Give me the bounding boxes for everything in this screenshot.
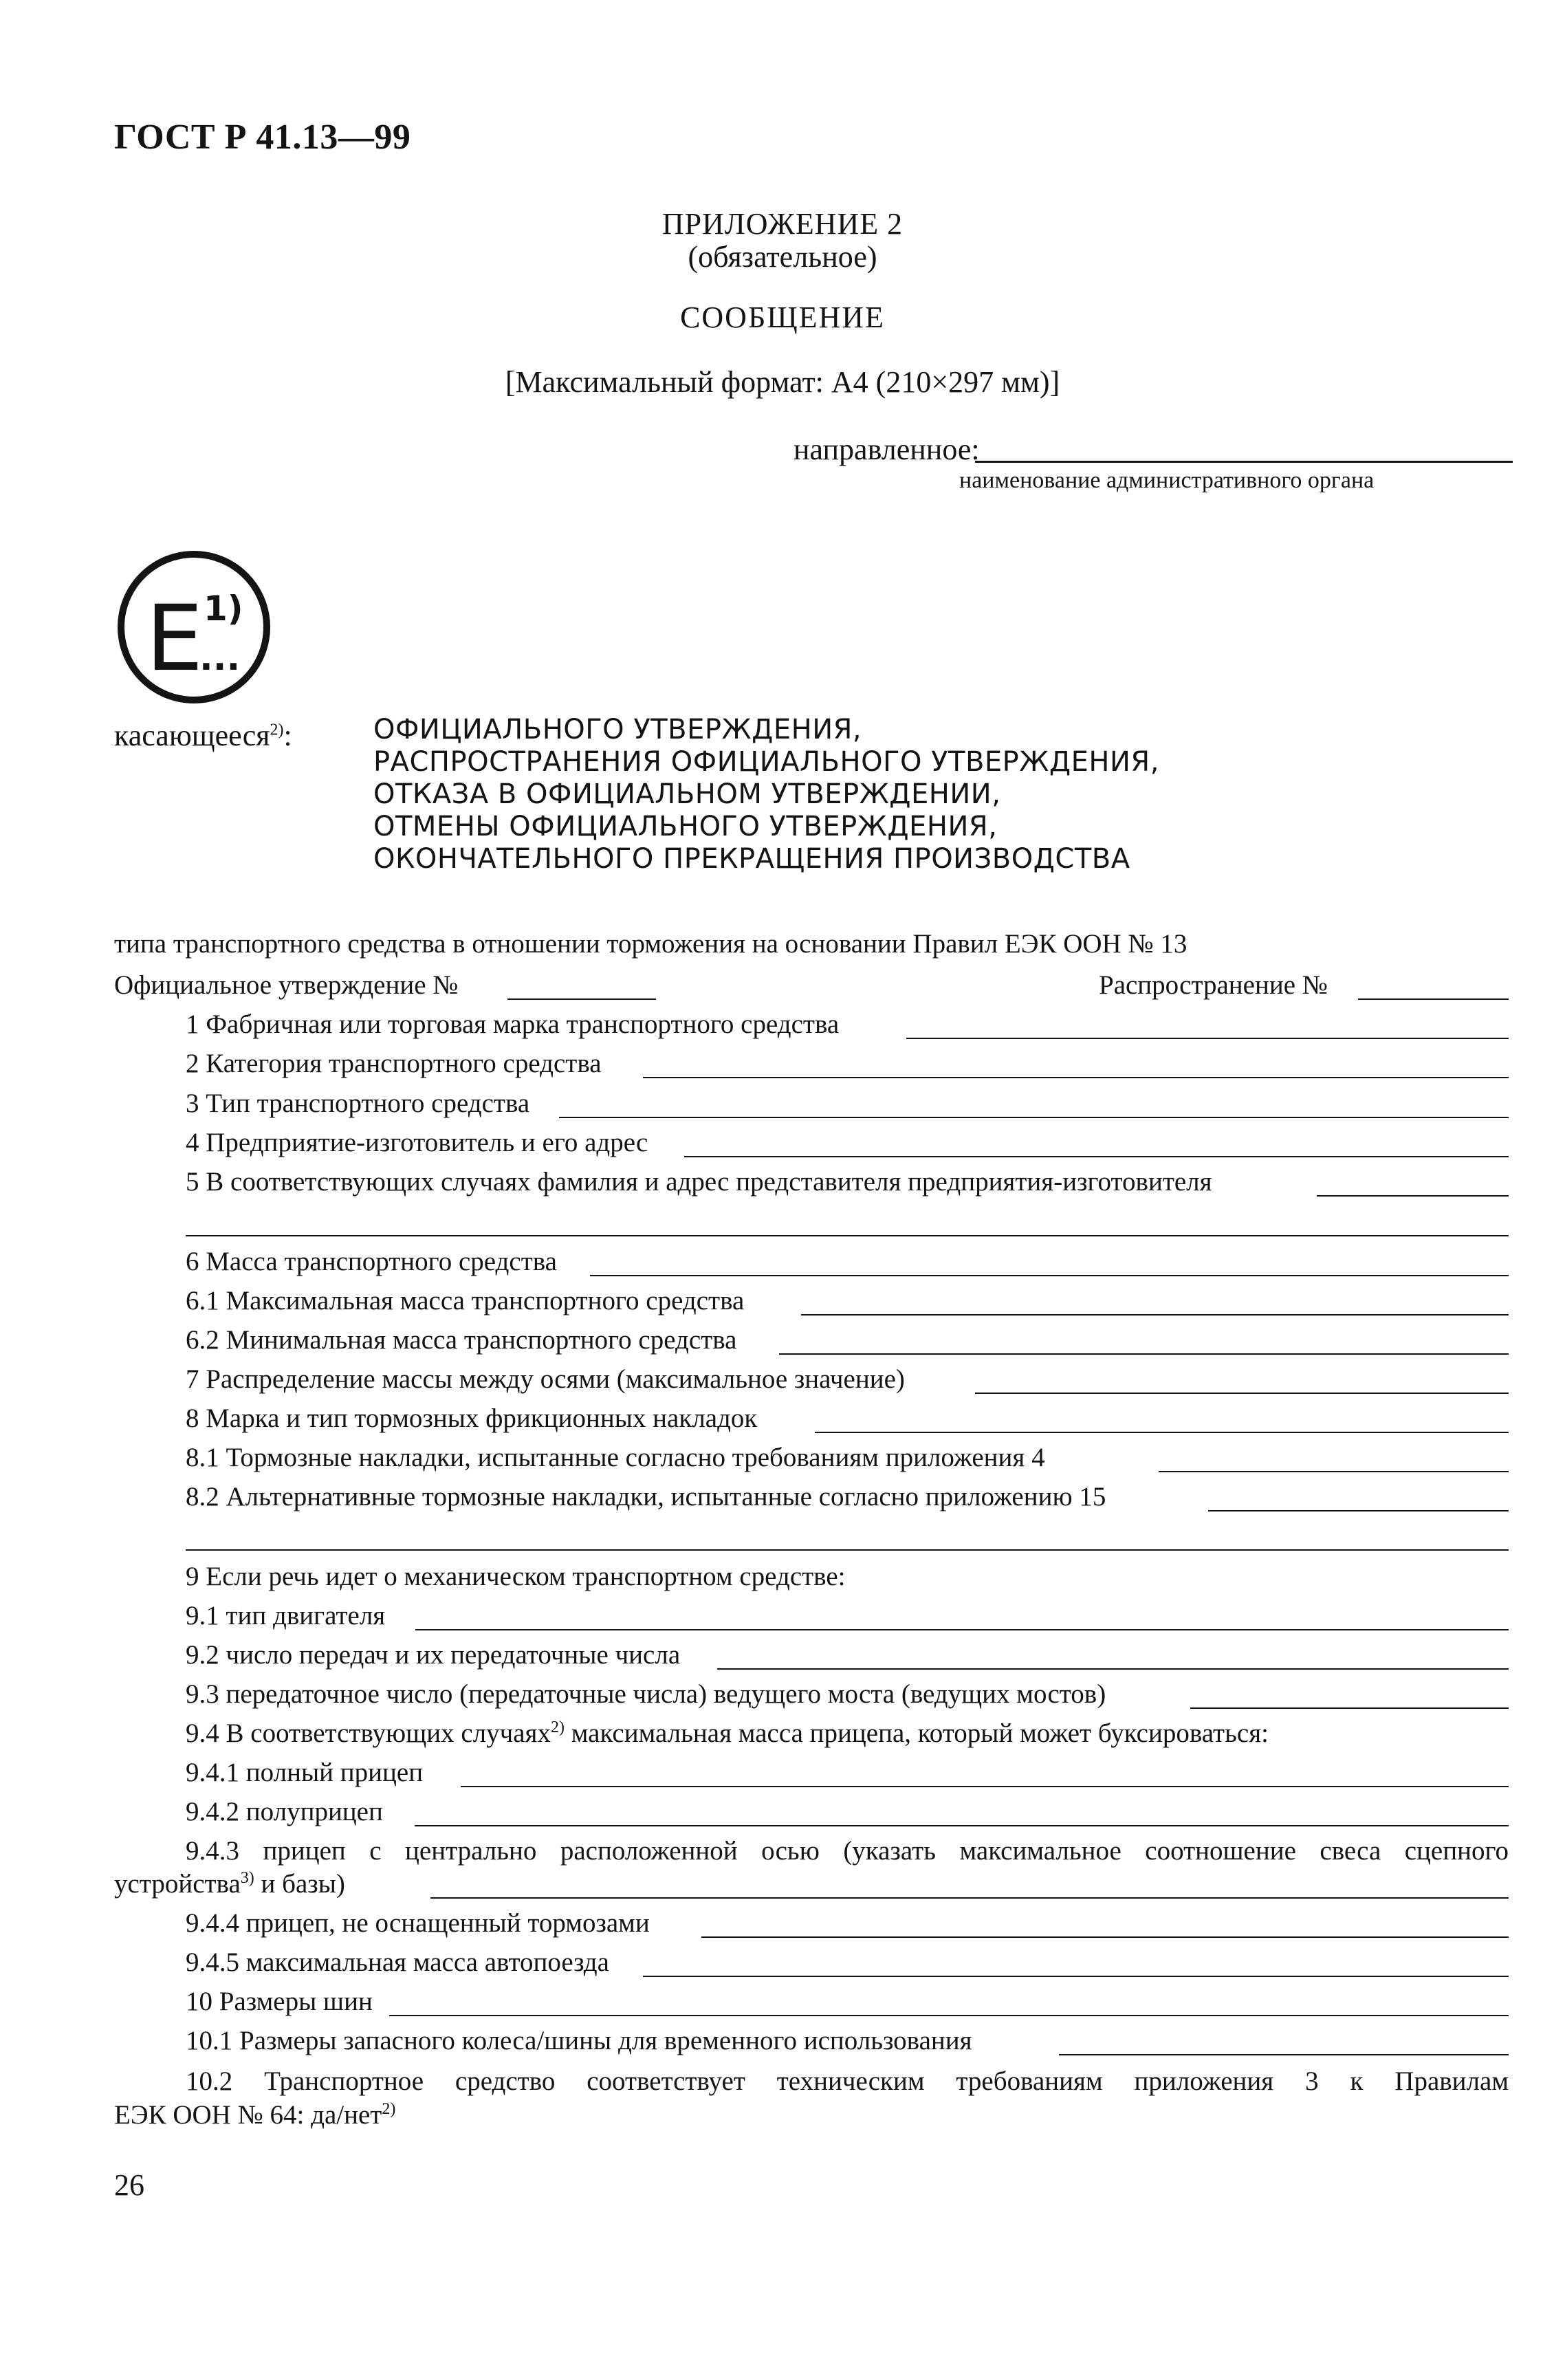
item-9-4-label: 9.4 В соответствующих случаях$^{2)}$ максимальная масса прицепа, который может буксироваться: bbox=[186, 1718, 1269, 1748]
action-list bbox=[373, 714, 1159, 875]
item-6-2-field[interactable] bbox=[779, 1353, 1509, 1355]
item-9-4-2-field[interactable] bbox=[415, 1825, 1509, 1826]
item-1-field[interactable] bbox=[906, 1038, 1509, 1039]
approval-mark-letter: E bbox=[146, 586, 204, 692]
item-9-4-5-field[interactable] bbox=[643, 1976, 1509, 1977]
item-8-2-label: 8.2 Альтернативные тормозные накладки, испытанные согласно приложению 15 bbox=[186, 1482, 1106, 1511]
vehicle-type-line: типа транспортного средства в отношении торможения на основании Правил ЕЭК ООН № 13 bbox=[114, 929, 1188, 959]
item-8-2-continuation-field[interactable] bbox=[186, 1549, 1509, 1551]
item-10-2-label: 10.2 Транспортное средство соответствует техническим требованиям приложения 3 к Правилам bbox=[186, 2066, 1509, 2096]
item-4-field[interactable] bbox=[684, 1156, 1509, 1157]
sent-to-caption: наименование административного органа bbox=[959, 468, 1375, 493]
item-9-2-field[interactable] bbox=[717, 1668, 1509, 1670]
format-note: [Максимальный формат: А4 (210×297 мм)] bbox=[505, 365, 1060, 399]
item-5-field[interactable] bbox=[1317, 1195, 1509, 1197]
item-10-label: 10 Размеры шин bbox=[186, 1987, 373, 2016]
item-1-label: 1 Фабричная или торговая марка транспортного средства bbox=[186, 1009, 840, 1039]
item-10-1-field[interactable] bbox=[1059, 2054, 1509, 2055]
item-8-1-label: 8.1 Тормозные накладки, испытанные согласно требованиям приложения 4 bbox=[186, 1443, 1045, 1472]
action-item: РАСПРОСТРАНЕНИЯ ОФИЦИАЛЬНОГО УТВЕРЖДЕНИЯ, bbox=[373, 746, 1159, 778]
item-4-label: 4 Предприятие-изготовитель и его адрес bbox=[186, 1128, 648, 1157]
item-10-1-label: 10.1 Размеры запасного колеса/шины для временного использования bbox=[186, 2026, 972, 2055]
item-6-2-label: 6.2 Минимальная масса транспортного средства bbox=[186, 1325, 737, 1355]
approval-mark-dots: ... bbox=[199, 637, 241, 679]
action-item: ОТМЕНЫ ОФИЦИАЛЬНОГО УТВЕРЖДЕНИЯ, bbox=[373, 811, 998, 842]
item-9-4-2-label: 9.4.2 полуприцеп bbox=[186, 1797, 383, 1826]
item-9-4-1-label: 9.4.1 полный прицеп bbox=[186, 1758, 424, 1787]
action-item: ОФИЦИАЛЬНОГО УТВЕРЖДЕНИЯ, bbox=[373, 714, 862, 745]
item-8-label: 8 Марка и тип тормозных фрикционных накладок bbox=[186, 1404, 758, 1433]
item-9-4-4-label: 9.4.4 прицеп, не оснащенный тормозами bbox=[186, 1908, 650, 1938]
item-5-continuation-field[interactable] bbox=[186, 1235, 1509, 1236]
item-8-2-field[interactable] bbox=[1208, 1510, 1509, 1511]
document-code: ГОСТ Р 41.13—99 bbox=[114, 118, 411, 157]
item-9-4-4-field[interactable] bbox=[701, 1936, 1509, 1938]
item-10-2-label-continued: ЕЭК ООН № 64: да/нет$^{2)}$ bbox=[114, 2100, 396, 2130]
item-6-field[interactable] bbox=[590, 1275, 1509, 1276]
item-9-4-3-label: 9.4.3 прицеп с центрально расположенной осью (указать максимальное соотношение свеса сцепного bbox=[186, 1836, 1509, 1866]
item-2-label: 2 Категория транспортного средства bbox=[186, 1049, 602, 1078]
item-9-2-label: 9.2 число передач и их передаточные числа bbox=[186, 1640, 681, 1670]
item-8-field[interactable] bbox=[815, 1432, 1509, 1433]
item-2-field[interactable] bbox=[643, 1077, 1509, 1078]
item-9-3-label: 9.3 передаточное число (передаточные числа) ведущего моста (ведущих мостов) bbox=[186, 1679, 1106, 1709]
approval-number-field[interactable] bbox=[507, 998, 656, 1000]
annex-title: ПРИЛОЖЕНИЕ 2 bbox=[661, 207, 904, 241]
item-9-1-label: 9.1 тип двигателя bbox=[186, 1601, 386, 1630]
approval-number-label: Официальное утверждение № bbox=[114, 970, 459, 1000]
annex-note: (обязательное) bbox=[688, 240, 877, 274]
item-3-label: 3 Тип транспортного средства bbox=[186, 1089, 530, 1118]
item-9-4-1-field[interactable] bbox=[461, 1786, 1509, 1787]
extension-number-field[interactable] bbox=[1358, 998, 1509, 1000]
item-10-field[interactable] bbox=[389, 2015, 1509, 2016]
item-9-1-field[interactable] bbox=[415, 1629, 1509, 1630]
approval-mark-icon bbox=[114, 547, 274, 707]
item-8-1-field[interactable] bbox=[1159, 1471, 1509, 1472]
item-7-label: 7 Распределение массы между осями (максимальное значение) bbox=[186, 1364, 905, 1394]
extension-number-label: Распространение № bbox=[1099, 970, 1328, 1000]
page-number: 26 bbox=[114, 2168, 144, 2202]
item-7-field[interactable] bbox=[975, 1393, 1509, 1394]
item-6-label: 6 Масса транспортного средства bbox=[186, 1247, 557, 1276]
item-3-field[interactable] bbox=[559, 1117, 1509, 1118]
item-9-4-5-label: 9.4.5 максимальная масса автопоезда bbox=[186, 1947, 609, 1977]
action-item: ОТКАЗА В ОФИЦИАЛЬНОМ УТВЕРЖДЕНИИ, bbox=[373, 778, 1001, 810]
item-9-3-field[interactable] bbox=[1190, 1707, 1509, 1709]
item-9-4-3-field[interactable] bbox=[430, 1897, 1509, 1899]
item-9-4-3-label-continued: устройства$^{3)}$ и базы) bbox=[114, 1869, 345, 1899]
sent-to-field[interactable] bbox=[975, 461, 1513, 463]
message-title: СООБЩЕНИЕ bbox=[680, 301, 885, 334]
item-6-1-field[interactable] bbox=[801, 1314, 1509, 1315]
item-5-label: 5 В соответствующих случаях фамилия и адрес представителя предприятия-изготовителя bbox=[186, 1167, 1212, 1197]
concerning-label: касающееся$^{2)}$: bbox=[114, 719, 292, 752]
item-6-1-label: 6.1 Максимальная масса транспортного средства bbox=[186, 1286, 745, 1315]
approval-mark-superscript: 1) bbox=[204, 589, 243, 629]
item-9-label: 9 Если речь идет о механическом транспортном средстве: bbox=[186, 1562, 846, 1591]
action-item: ОКОНЧАТЕЛЬНОГО ПРЕКРАЩЕНИЯ ПРОИЗВОДСТВА bbox=[373, 843, 1130, 875]
sent-to-label: направленное: bbox=[794, 433, 980, 466]
